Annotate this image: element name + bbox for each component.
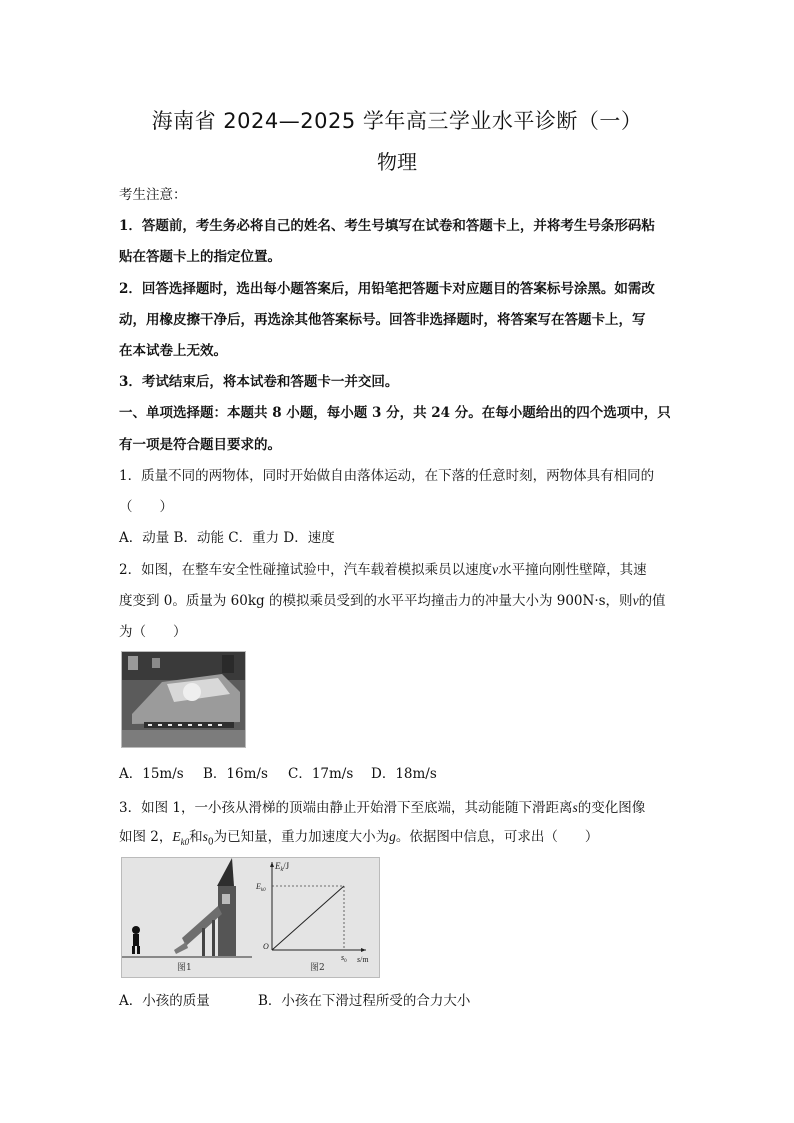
q1-stem: （ ） [119,499,173,515]
q2-stem: 为（ ） [119,624,187,640]
fig2-label: 图2 [310,963,325,973]
fig1-label: 图1 [177,963,192,973]
q3-ek0: E [172,829,181,844]
q2-option-a: A．15m/s [119,766,184,782]
notice-line: 动，用橡皮擦干净后，再选涂其他答案标号。回答非选择题时，将答案写在答题卡上，写 [119,312,646,328]
q3-stem-part: 和 [189,829,203,845]
exam-title: 海南省 2024—2025 学年高三学业水平诊断（一） [151,109,643,133]
q3-stem [119,799,645,817]
q1-options: A．动量 B．动能 C．重力 D．速度 [119,530,335,546]
q2-stem-part: 的值 [638,593,666,609]
graph-ek0-tick: $E_{k0}$ [256,882,266,893]
notice-line: 3．考试结束后，将本试卷和答题卡一并交回。 [119,374,399,390]
notice-line: 2．回答选择题时，选出每小题答案后，用铅笔把答题卡对应题目的答案标号涂黑。如需改 [119,281,655,297]
q3-stem-part: 。依据图中信息，可求出（ ） [395,829,599,845]
notice-heading: 考生注意： [119,187,187,203]
q2-stem-part: 水平撞向刚性壁障，其速 [498,562,647,578]
q3-stem-part: 为已知量，重力加速度大小为 [213,829,390,845]
graph-origin: O [263,942,269,951]
q2-option-b: B．16m/s [203,766,268,782]
q3-var-s: s [572,800,578,815]
q3-stem-part: 3．如图 1，一小孩从滑梯的顶端由静止开始滑下至底端，其动能随下滑距离 [119,800,573,816]
q3-stem-part: 的变化图像 [577,800,646,816]
graph-y-label: $E_k/J$ [275,861,290,873]
q3-option-b: B．小孩在下滑过程所受的合力大小 [258,993,471,1009]
q3-figure-image [122,858,379,977]
q2-option-d: D．18m/s [371,766,437,782]
section-heading: 一、单项选择题：本题共 8 小题，每小题 3 分，共 24 分。在每小题给出的四个选项中，只 [119,405,671,421]
q3-ek0-sub: k0 [180,836,190,847]
q2-var-v: v [632,593,639,608]
notice-line: 1．答题前，考生务必将自己的姓名、考生号填写在试卷和答题卡上，并将考生号条形码粘 [119,218,655,234]
q2-option-c: C．17m/s [288,766,354,782]
q3-stem-part: 如图 2， [119,829,173,845]
q2-stem [119,561,647,579]
q3-stem [119,828,598,852]
q3-figure [121,857,380,978]
notice-line: 贴在答题卡上的指定位置。 [119,249,281,265]
section-heading: 有一项是符合题目要求的。 [119,437,281,453]
q2-stem-part: 2．如图，在整车安全性碰撞试验中，汽车载着模拟乘员以速度 [119,562,493,578]
q3-var-g: g [389,829,396,844]
q2-stem [119,592,666,610]
q3-s0: s [202,829,208,844]
notice-line: 在本试卷上无效。 [119,343,227,359]
q3-s0-sub: 0 [207,837,214,848]
subject-title: 物理 [377,150,417,174]
q2-stem-part: 度变到 0。质量为 60kg 的模拟乘员受到的水平平均撞击力的冲量大小为 900N·s，则 [119,593,633,609]
q3-option-a: A．小孩的质量 [119,993,210,1009]
crash-test-image [122,652,245,747]
q2-var-v: v [492,562,499,577]
q1-stem: 1．质量不同的两物体，同时开始做自由落体运动，在下落的任意时刻，两物体具有相同的 [119,468,655,484]
crash-test-photo [121,651,246,748]
graph-x-label: s/m [357,955,369,964]
graph-s0-tick: $s_0$ [341,953,347,964]
